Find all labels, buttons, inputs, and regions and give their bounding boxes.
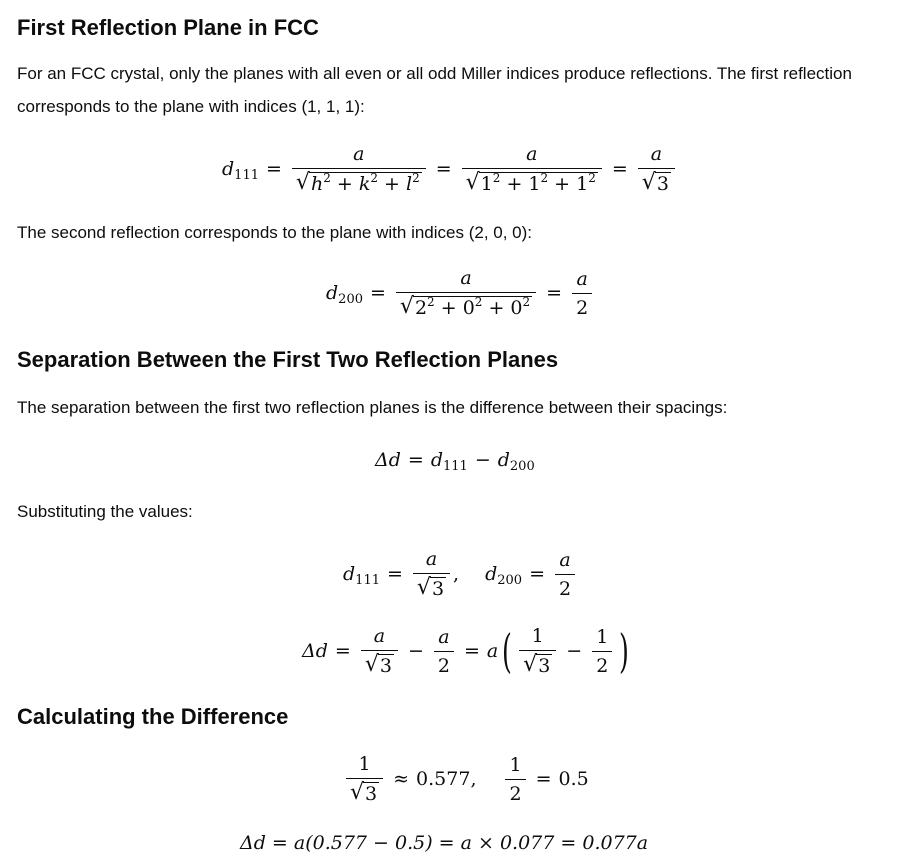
equation-numeric-values: 1 √ 3 ≈ 0.577, $\frac{1}{2}$ = 0.5	[343, 748, 589, 810]
section-heading-separation: Separation Between the First Two Reflection Planes	[17, 347, 559, 372]
d200-symbol: $d_{200}$	[326, 282, 363, 307]
fraction-sqrt3: a √ 3	[638, 143, 675, 195]
paragraph-second-reflection: The second reflection corresponds to the plane with indices (2, 0, 0):	[17, 223, 533, 242]
d111-symbol: $d_{111}$	[222, 158, 259, 183]
section-heading-first-reflection: First Reflection Plane in FCC	[17, 15, 319, 40]
fraction-ones: a √ $1^2 + 1^2 + 1^2$	[462, 143, 602, 195]
equation-delta-d-definition: Δd = $d_{111}$ − $d_{200}$	[375, 449, 535, 474]
equation-substituted-values: $d_{111}$ = a √ 3 , $d_{200}$ = $\frac{a}{2}$	[343, 543, 578, 605]
fraction-a-over-2: $\frac{a}{2}$	[572, 268, 592, 319]
equation-delta-d-expanded: Δd = a √ 3 − $\frac{a}{2}$ = a ( 1 √ 3 − $\frac{1}{2}$ )	[302, 624, 630, 678]
section-heading-calculating: Calculating the Difference	[17, 704, 289, 729]
paragraph-fcc-reflections: For an FCC crystal, only the planes with all even or all odd Miller indices produce reflections. The first reflection corresponds to the plane with indices (1, 1, 1):	[17, 64, 852, 116]
paragraph-separation: The separation between the first two reflection planes is the difference between their spacings:	[17, 398, 728, 417]
equation-d200: $d_{200}$ = a √ $2^2 + 0^2 + 0^2$ = $\frac{a}{2}$	[326, 262, 595, 324]
equation-final-result: Δd = a(0.577 − 0.5) = a × 0.077 = 0.077a	[240, 832, 649, 854]
fraction-general: a √ $h^2 + k^2 + l^2$	[292, 143, 426, 195]
equation-d111: $d_{111}$ = a √ $h^2 + k^2 + l^2$ = a √ $1^2 + 1^2 + 1^2$ = a √ 3	[222, 138, 678, 200]
paragraph-substituting: Substituting the values:	[17, 502, 193, 521]
fraction-200: a √ $2^2 + 0^2 + 0^2$	[396, 267, 536, 319]
